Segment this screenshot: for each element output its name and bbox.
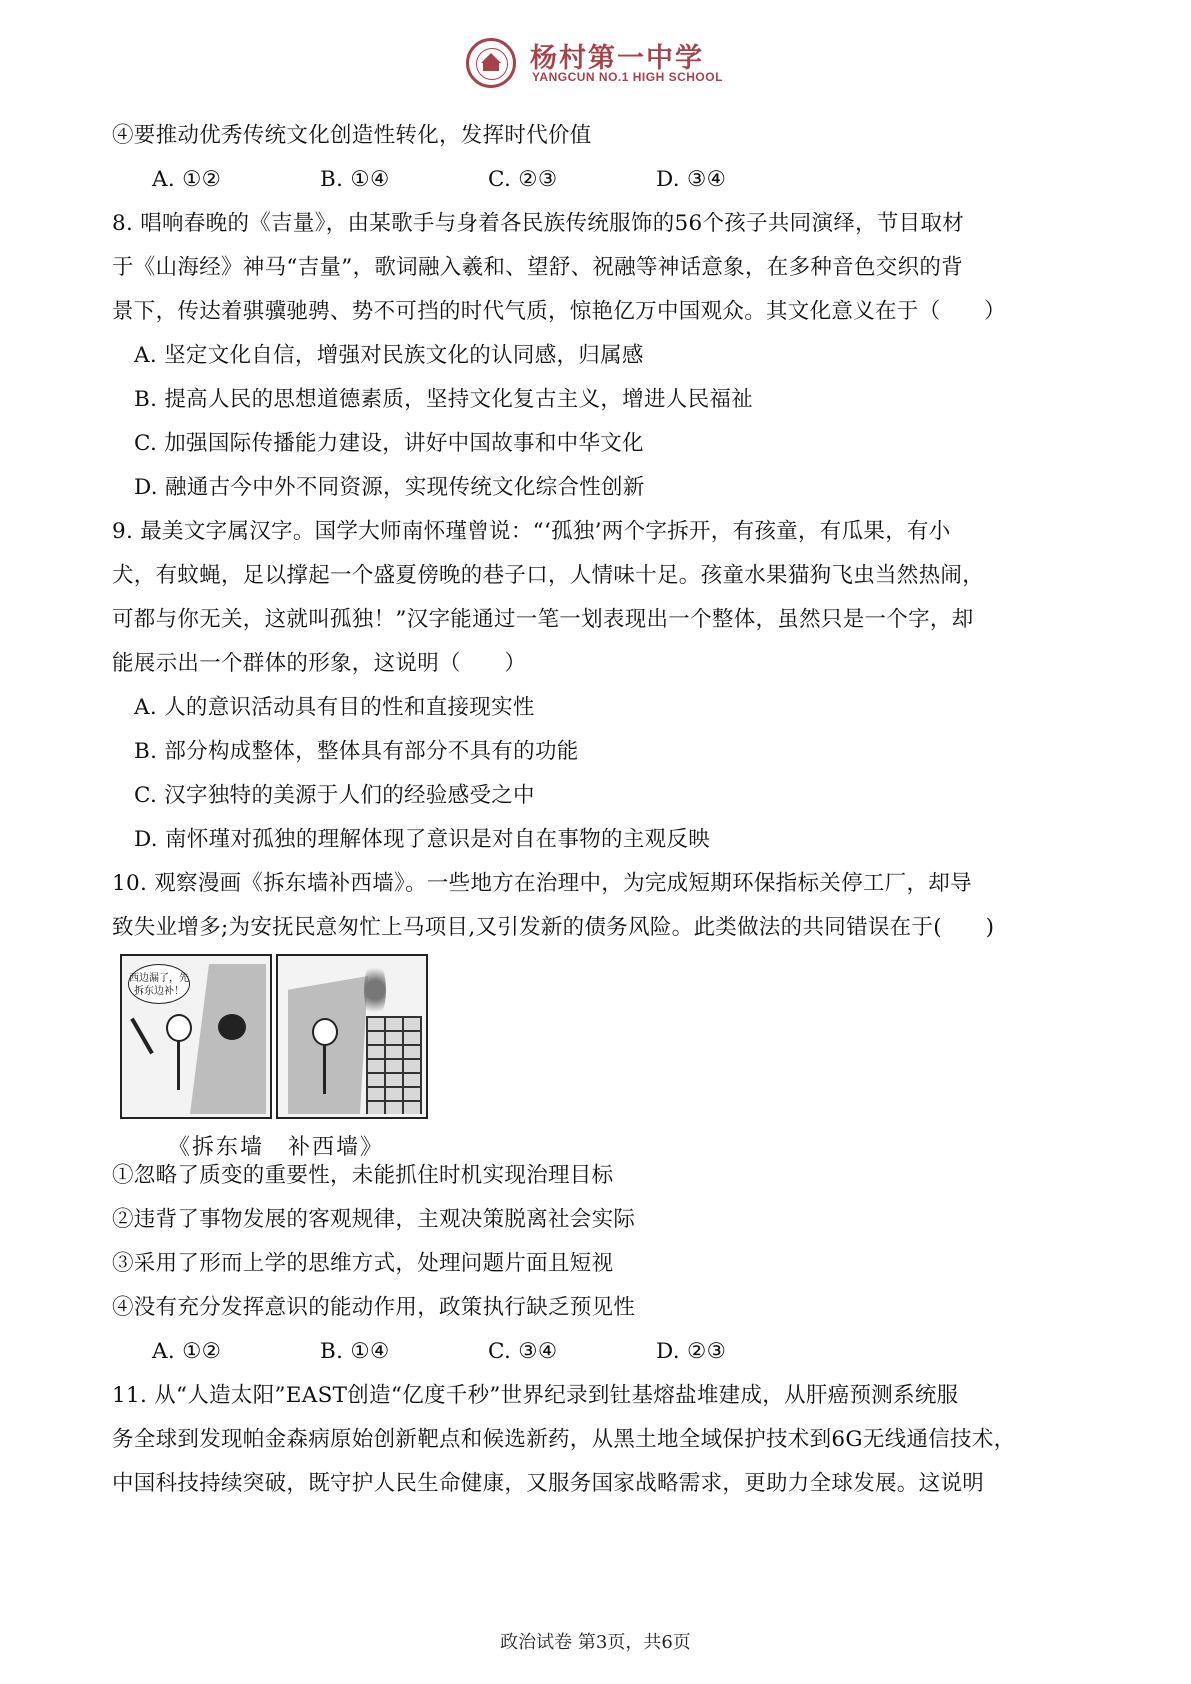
q10-option-d: D. ②③ bbox=[656, 1339, 727, 1364]
speech-bubble: 西边漏了，先拆东边补！ bbox=[128, 964, 190, 1004]
q11-stem-line: 中国科技持续突破，既守护人民生命健康，又服务国家战略需求，更助力全球发展。这说明 bbox=[112, 1471, 985, 1496]
seal-roof-icon bbox=[481, 53, 501, 63]
smoke-icon bbox=[364, 960, 386, 1020]
figure-body bbox=[177, 1040, 180, 1090]
figure-body bbox=[323, 1044, 326, 1094]
q10-options bbox=[112, 1330, 1092, 1374]
q8-option-d: D. 融通古今中外不同资源，实现传统文化综合性创新 bbox=[134, 475, 645, 500]
q10-statement-2: ②违背了事物发展的客观规律，主观决策脱离社会实际 bbox=[112, 1207, 636, 1232]
q8-option-c: C. 加强国际传播能力建设，讲好中国故事和中华文化 bbox=[134, 431, 644, 456]
q9-option-b: B. 部分构成整体，整体具有部分不具有的功能 bbox=[134, 739, 579, 764]
school-seal-logo bbox=[466, 38, 516, 88]
q11-stem-line: 务全球到发现帕金森病原始创新靶点和候选新药，从黑土地全域保护技术到6G无线通信技术， bbox=[112, 1427, 1016, 1452]
q7-options bbox=[112, 158, 1092, 202]
brick-wall-graphic bbox=[366, 1016, 422, 1114]
q10-statement-3: ③采用了形而上学的思维方式，处理问题片面且短视 bbox=[112, 1251, 614, 1276]
school-name-en: YANGCUN NO.1 HIGH SCHOOL bbox=[532, 70, 723, 84]
q8-stem-line: 景下，传达着骐骥驰骋、势不可挡的时代气质，惊艳亿万中国观众。其文化意义在于（ ） bbox=[112, 299, 1006, 324]
q8-option-b: B. 提高人民的思想道德素质，坚持文化复古主义，增进人民福祉 bbox=[134, 387, 753, 412]
q7-option-d: D. ③④ bbox=[656, 167, 727, 192]
q7-option-b: B. ①④ bbox=[320, 167, 390, 192]
q9-option-c: C. 汉字独特的美源于人们的经验感受之中 bbox=[134, 783, 535, 808]
statement-line: ④要推动优秀传统文化创造性转化，发挥时代价值 bbox=[112, 123, 592, 148]
q9-stem-line: 9. 最美文字属汉字。国学大师南怀瑾曾说：“‘孤独’两个字拆开，有孩童，有瓜果，有小 bbox=[112, 519, 951, 544]
q9-stem-line: 可都与你无关，这就叫孤独！”汉字能通过一笔一划表现出一个整体，虽然只是一个字，却 bbox=[112, 607, 974, 632]
q9-option-a: A. 人的意识活动具有目的性和直接现实性 bbox=[134, 695, 535, 720]
exam-content bbox=[112, 114, 1092, 1506]
comic-caption: 《拆东墙 补西墙》 bbox=[168, 1135, 385, 1160]
q10-option-a: A. ①② bbox=[152, 1339, 222, 1364]
q10-statement-1: ①忽略了质变的重要性，未能抓住时机实现治理目标 bbox=[112, 1163, 614, 1188]
figure-head bbox=[312, 1018, 338, 1046]
q10-stem-line: 致失业增多;为安抚民意匆忙上马项目,又引发新的债务风险。此类做法的共同错误在于( ) bbox=[112, 915, 995, 940]
comic-panel-1 bbox=[120, 954, 272, 1119]
q10-option-b: B. ①④ bbox=[320, 1339, 390, 1364]
comic-panel-2 bbox=[276, 954, 428, 1119]
page-footer: 政治试卷 第3页，共6页 bbox=[500, 1632, 691, 1653]
q11-stem-line: 11. 从“人造太阳”EAST创造“亿度千秒”世界纪录到钍基熔盐堆建成，从肝癌预测系统服 bbox=[112, 1383, 959, 1408]
comic-illustration bbox=[112, 954, 1092, 1160]
school-name-cn: 杨村第一中学 bbox=[530, 43, 704, 74]
q9-stem-line: 能展示出一个群体的形象，这说明（ ） bbox=[112, 651, 527, 676]
q10-statement-4: ④没有充分发挥意识的能动作用，政策执行缺乏预见性 bbox=[112, 1295, 636, 1320]
seal-base-icon bbox=[483, 63, 499, 71]
pickaxe-icon bbox=[130, 1018, 153, 1055]
q9-stem-line: 犬，有蚊蝇，足以撑起一个盛夏傍晚的巷子口，人情味十足。孩童水果猫狗飞虫当然热闹， bbox=[112, 563, 985, 588]
q10-option-c: C. ③④ bbox=[488, 1339, 558, 1364]
q8-stem-line: 于《山海经》神马“吉量”，歌词融入羲和、望舒、祝融等神话意象，在多种音色交织的背 bbox=[112, 255, 963, 280]
q8-stem-line: 8. 唱响春晚的《吉量》，由某歌手与身着各民族传统服饰的56个孩子共同演绎，节目取材 bbox=[112, 211, 965, 236]
q7-option-a: A. ①② bbox=[152, 167, 222, 192]
figure-head bbox=[166, 1014, 192, 1042]
q8-option-a: A. 坚定文化自信，增强对民族文化的认同感，归属感 bbox=[134, 343, 644, 368]
q7-option-c: C. ②③ bbox=[488, 167, 558, 192]
q10-stem-line: 10. 观察漫画《拆东墙补西墙》。一些地方在治理中，为完成短期环保指标关停工厂，却导 bbox=[112, 871, 972, 896]
q9-option-d: D. 南怀瑾对孤独的理解体现了意识是对自在事物的主观反映 bbox=[134, 827, 711, 852]
page-header bbox=[0, 32, 1191, 92]
wall-hole-graphic bbox=[218, 1014, 246, 1040]
